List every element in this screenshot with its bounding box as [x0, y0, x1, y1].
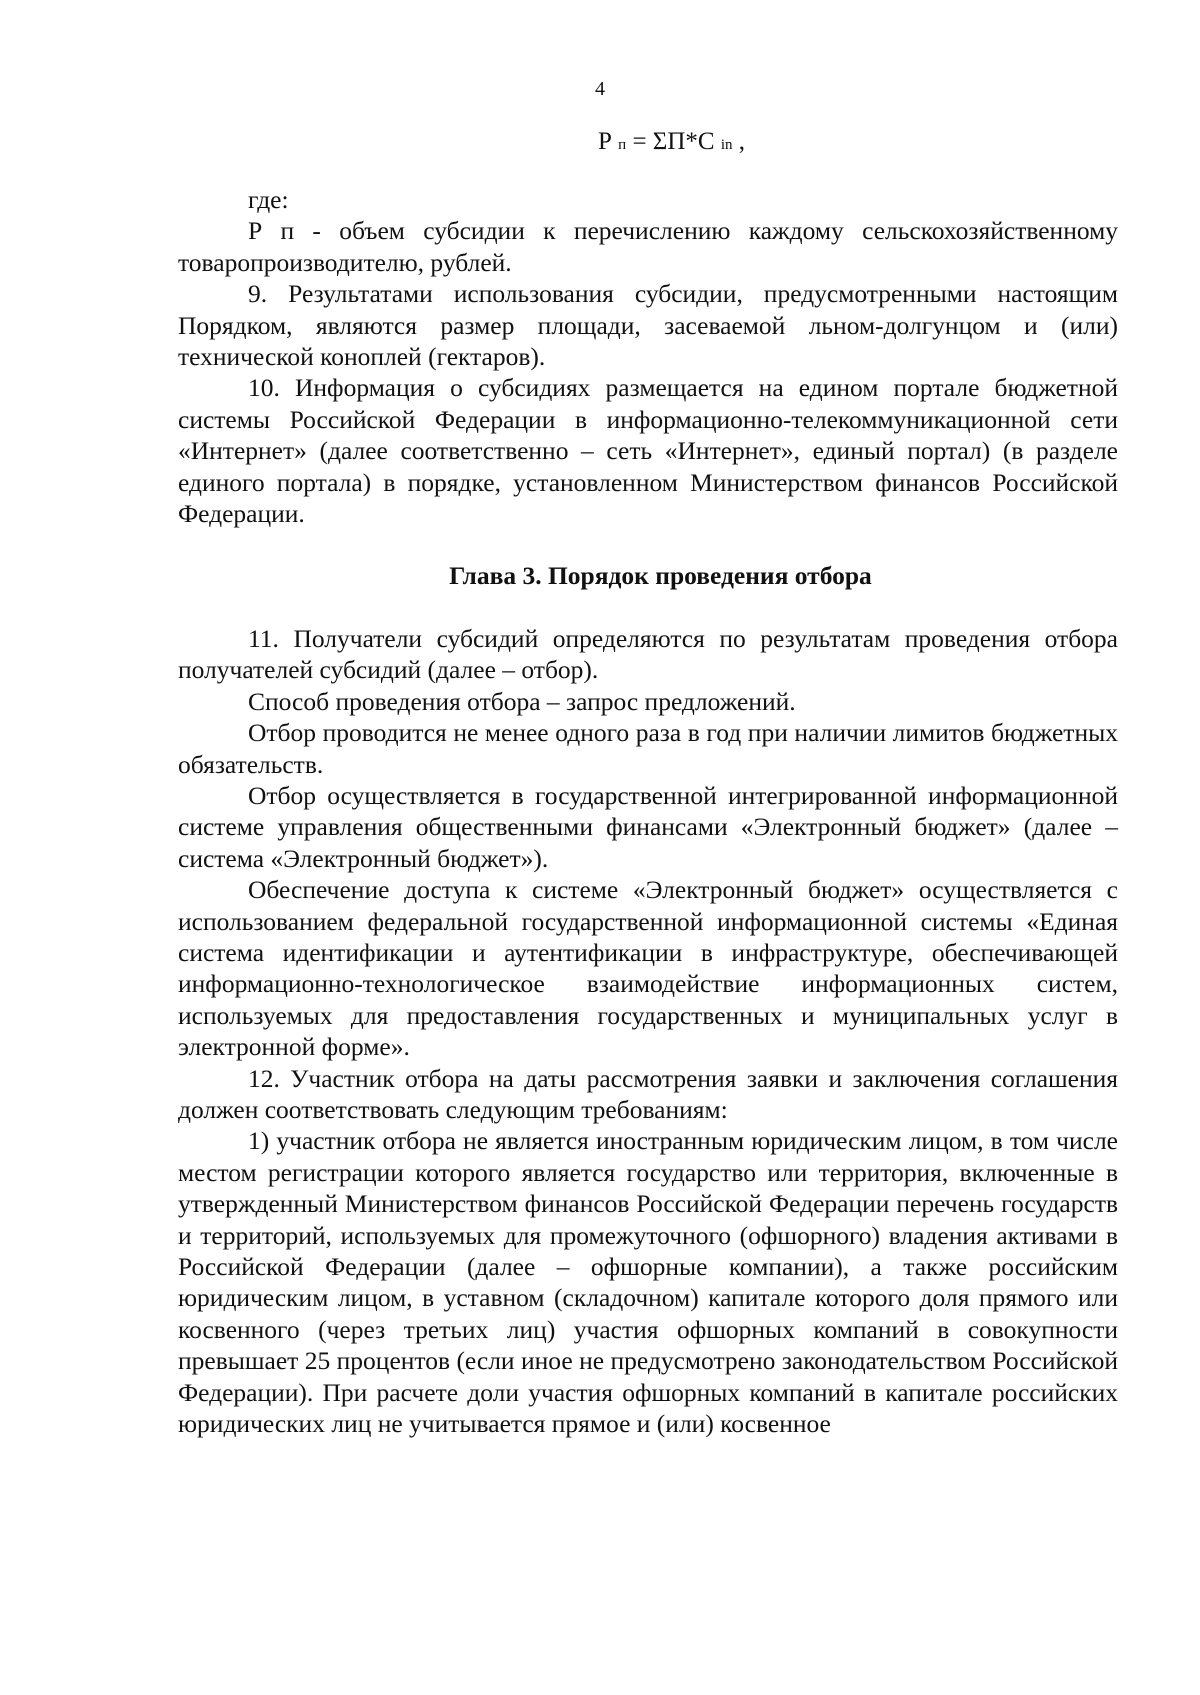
- formula-tail: ,: [738, 128, 745, 155]
- where-label: где:: [248, 185, 289, 214]
- subsidy-formula: [598, 128, 745, 156]
- paragraph: Отбор проводится не менее одного раза в год при наличии лимитов бюджетных обязательств.: [178, 718, 1118, 779]
- paragraph: 12. Участник отбора на даты рассмотрения заявки и заключения соглашения должен соответствовать следующим требованиям:: [178, 1063, 1118, 1124]
- paragraph: Р п - объем субсидии к перечислению каждому сельскохозяйственному товаропроизводителю, рублей.: [178, 216, 1118, 277]
- formula-lhs-subscript: п: [618, 137, 627, 153]
- paragraph: Способ проведения отбора – запрос предложений.: [248, 686, 796, 716]
- paragraph: Отбор осуществляется в государственной интегрированной информационной системе управления общественными финансами «Электронный бюджет» (далее – система «Электронный бюджет»).: [178, 780, 1118, 873]
- paragraph: 11. Получатели субсидий определяются по результатам проведения отбора получателей субсидий (далее – отбор).: [178, 623, 1118, 685]
- page-number: 4: [595, 78, 605, 100]
- chapter-title: Глава 3. Порядок проведения отбора: [449, 561, 872, 591]
- paragraph: 10. Информация о субсидиях размещается на едином портале бюджетной системы Российской Федерации в информационно-телекоммуникационной сети «Интернет» (далее соответственно – сеть «Интернет», единый портал) (в разделе единого портала) в порядке, установленном Министерством финансов Российской Федерации.: [178, 373, 1118, 529]
- formula-lhs: Р: [598, 128, 612, 155]
- document-body: [178, 184, 1118, 1439]
- formula-rhs: = ΣП*С: [632, 128, 715, 155]
- paragraph: 1) участник отбора не является иностранным юридическим лицом, в том числе местом регистрации которого является государство или территория, включенные в утвержденный Министерством финансов Российской Федерации перечень государств и территорий, используемых для промежуточного (офшорного) владения активами в Российской Федерации (далее – офшорные компании), а также российским юридическим лицом, в уставном (складочном) капитале которого доля прямого или косвенного (через третьих лиц) участия офшорных компаний в совокупности превышает 25 процентов (если иное не предусмотрено законодательством Российской Федерации). При расчете доли участия офшорных компаний в капитале российских юридических лиц не учитывается прямое и (или) косвенное: [178, 1126, 1118, 1439]
- formula-rhs-subscript: in: [720, 137, 733, 153]
- paragraph: Обеспечение доступа к системе «Электронный бюджет» осуществляется с использованием федеральной государственной информационной системы «Единая система идентификации и аутентификации в инфраструктуре, обеспечивающей информационно-технологическое взаимодействие информационных систем, используемых для предоставления государственных и муниципальных услуг в электронной форме».: [178, 875, 1118, 1062]
- paragraph: 9. Результатами использования субсидии, предусмотренными настоящим Порядком, являются размер площади, засеваемой льном-долгунцом и (или) технической коноплей (гектаров).: [178, 279, 1118, 372]
